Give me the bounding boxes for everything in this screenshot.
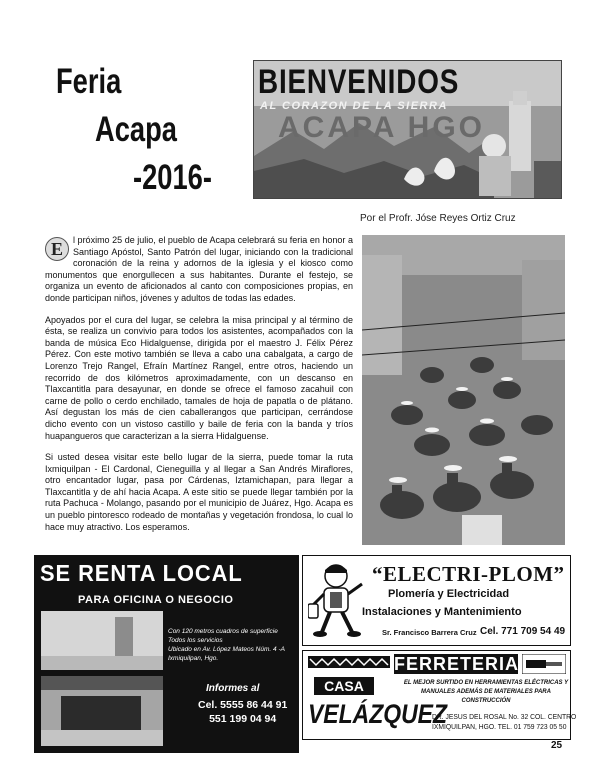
zigzag-border-icon [308,655,390,673]
plumber-mascot-icon [308,562,366,645]
rent-detail-2: Todos los servicios [168,637,223,644]
paragraph-1-text: l próximo 25 de julio, el pueblo de Acapa celebrará su feria en honor a Santiago Apóstol, Santo Patrón del lugar, iniciando con la tradicional coronación de la reina y adornos de la iglesia y el kiosco como monumentos que enorgullecen a sus habitantes. Durante el festejo, se organiza un evento de aficionados al canto con composiciones propias, en donde participan niños, jóvenes y adultos de todas las edades. [45,235,353,303]
rent-phone-1: Cel. 5555 86 44 91 [198,699,288,711]
electriplom-phone: Cel. 771 709 54 49 [480,626,566,637]
banner-place: ACAPA HGO [278,111,485,144]
article-paragraph-2: Apoyados por el cura del lugar, se celebra la misa principal y al término de ésta, se realiza un convivio para todos los asistentes, acompañados con la banda de música Eco Hidalguense, dirigida por el maestro J. Félix Pérez Pérez. Con este motivo también se lleva a cabo una cabalgata, a cargo de Lorenzo Trejo Rangel, Efraín Martínez Rangel, entre otros, haciendo un recorrido de dos kilómetros aproximadamente, con un descanso en Tlaxcantitla para desayunar, en donde se ofrece el famoso zacahuil con carne de pollo o cerdo enchilado, tamales de hoja de papatla o de plátano. Así degustan los más de cien caballerangos que participan, cerrándose dicho evento con un vistoso castillo y baile de feria con la banda y tríos huapangueros que caracterizan a la sierra Hidalguense. [45,314,353,441]
rent-ad-subtitle: PARA OFICINA O NEGOCIO [78,594,234,606]
office-photo-1 [41,611,163,670]
article-paragraph-1 [45,235,353,305]
ferreteria-address [432,712,577,732]
rent-ad-phones [198,698,287,726]
rent-phone-2: 551 199 04 94 [209,713,277,725]
rent-detail-4: Ixmiquilpan, Hgo. [168,655,219,662]
tools-icon [522,654,566,679]
velazquez-name: VELÁZQUEZ [308,699,447,729]
article-body [45,235,353,543]
rent-detail-1: Con 120 metros cuadros de superficie [168,628,278,635]
page-number: 25 [551,740,563,751]
electriplom-services: Plomería y Electricidad [388,588,510,600]
ferreteria-label: FERRETERIA [394,654,520,674]
title-line-2: Acapa [95,110,177,149]
article-paragraph-3: Si usted desea visitar este bello lugar de la sierra, puede tomar la ruta Ixmiquilpan - El Cardonal, Cieneguilla y al llegar a San Andrés Miraflores, otro encantador lugar, pasa por Cárdenas, Iztamichapan, para llegar a Tlaxcantitla y de ahí hacia Acapa. A este sitio se puede llegar también por la ruta Pachuca - Molango, pasando por el municipio de Juárez, Hgo. Acapa es un pueblo pintoresco rodeado de montañas y vegetación frondosa, lo cual lo hace muy atractivo. Los esperamos. [45,452,353,532]
casa-label: CASA [314,677,374,695]
banner-subheading: AL CORAZON DE LA SIERRA [260,100,448,112]
ferreteria-desc-2: MANUALES ADEMÁS DE MATERIALES PARA CONSTRUCCIÓN [421,689,551,704]
rent-detail-3: Ubicado en Av. López Mateos Núm. 4 -A [168,646,285,653]
rent-ad-informes: Informes al [206,683,260,694]
horseback-riders-photo [362,235,565,545]
ferreteria-desc-1: EL MEJOR SURTIDO EN HERRAMIENTAS ELÉCTRICAS Y [403,680,569,686]
title-line-1: Feria [56,62,122,101]
welcome-banner-photo [253,60,562,199]
electriplom-title: “ELECTRI-PLOM” [372,562,565,586]
banner-heading: BIENVENIDOS [258,63,460,101]
ferreteria-addr-2: IXMIQUILPAN, HGO. TEL. 01 759 723 05 50 [432,722,567,731]
rent-ad-details [168,627,296,663]
rent-ad-title: SE RENTA LOCAL [40,560,243,586]
electriplom-installations: Instalaciones y Mantenimiento [362,606,522,618]
ferreteria-addr-1: DR. JESUS DEL ROSAL No. 32 COL. CENTRO [432,712,577,721]
ferreteria-description [402,679,570,706]
title-line-3: -2016- [133,158,212,197]
dropcap: E [45,237,69,261]
electriplom-owner: Sr. Francisco Barrera Cruz [382,628,477,637]
byline: Por el Profr. Jóse Reyes Ortiz Cruz [360,213,516,224]
office-photo-2 [41,676,163,746]
